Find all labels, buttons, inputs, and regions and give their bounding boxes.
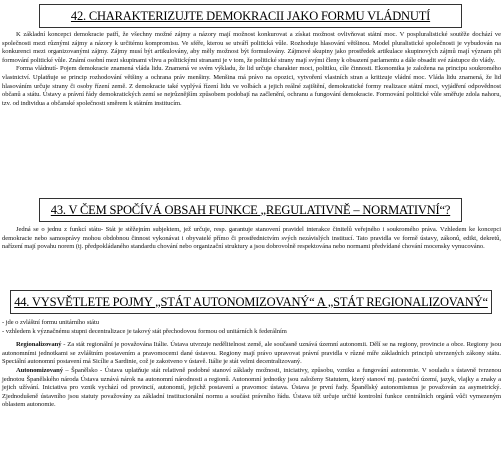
autonomized-text: – Španělsko - Ústava uplatňuje stát relativně podobné stanoví základy možnosti, iniciativy, způsobu, vzniku a fungování autonomie. V souladu s ústavně tvrzenou jednotou Španělského národa Ústava uznává nárok na autonomní národnosti a regionů. Autonomní jednotky jsou založeny Statutem, který stanoví mj. pasteční území, jazyk, vlajky a znaky a jejich užívání. Iniciativa pro vznik vychází od provincií, autonomií, jejichž postavení a pravomoc ústava. Ústava je první řady. Španělský autonomismus je považován za asymetrický. Zjednodušeně ústavního jsou statuty považovány za základní institucionální normu a součást právního řádu. Ústava též určuje určité kontrolní funkce centrálních orgánů vůči vymezeným oblastem autonomie. bbox=[2, 366, 501, 409]
section-42-paragraph-1: K základní koncepci demokracie patří, že všechny možné zájmy a názory mají možnost konkurovat a získat možnost ovlivňovat státní moc. V pospluralistické soutěže dochází ve společnosti mezi různými zájmy a názory k určitému kompromisu. Ve sféře, kterou se utváří politická vůle. Rozhoduje hlasování většinou. Model pluralistické společnosti je vybudován na konkurenci mezi organizovanými zájmy. Zájmy musí být artikulovány, aby měly možnost být formulovány. Zájmové skupiny jako prostředek artikulace skupinových zájmů mají význam při formování politické vůle. Známí osobní mezi skupinami vlivu a politickými stranami je v tom, že politické strany mají svými členy k obsazení parlamentu a dále obsadit své zástupce do vlády. bbox=[2, 31, 501, 64]
heading-42-box bbox=[39, 4, 462, 28]
section-42-paragraph-2: Forma vládnutí- Pojem demokracie znamená vláda lidu. Znamená ve svém výkladu, že lid určuje charakter moci, politiku, cíle činnosti. Ekonomika je založena na principu soukromého vlastnictví. Uplatňuje se princip rozhodování většiny a ochrana práv menšiny. Menšina má právo na opozici, vytvoření vlastních stran a kritizuje vládní moc. Vláda lidu znamená, že lid hlasováním určuje strany či osoby řízení země. Z demokracie také vyplývá řízení lidu ve volbách a jejich reálné zajištění, demokratické formy realizace státní moci, vyjádření odpovědnost občanů a státu. Ústavy a právní řády demokratických zemí se nejrůznějším způsobem podobají na začlenění, ochranu a fungování demokracie. Formování politické vůle směřuje zdola nahoru, tzv. od individua a občanské společnosti směrem k státním institucím. bbox=[2, 65, 501, 107]
section-42-body bbox=[2, 31, 501, 108]
heading-42: 42. CHARAKTERIZUJTE DEMOKRACII JAKO FORMU VLÁDNUTÍ bbox=[70, 8, 431, 23]
section-44-body bbox=[2, 319, 501, 410]
section-43-paragraph-1: Jedná se o jednu z funkcí státu- Stát je stěžejním subjektem, jež určuje, resp. garantuje stanovení pravidel interakce činitelů veřejného i soukromého práva. Vzhledem ke koncepci demokracie nebo samosprávy mohou obdobnou činnost vykonávat i obyvatelé přímo či prostřednictvím svých nezávislých institucí. Tato pravidla ve formě ústavy, zákonů, edikt, dekretů, nařízení mají povahu norem (tj. předpokládaného standardu chování nebo organizační struktury a jsou dobrovolně respektována nebo normami předvídané chování mocensky vynucováno. bbox=[2, 226, 501, 251]
heading-44: 44. VYSVĚTLETE POJMY „STÁT AUTONOMIZOVANÝ“ A „STÁT REGIONALIZOVANÝ“ bbox=[14, 294, 488, 309]
section-43-body bbox=[2, 226, 501, 252]
term-regionalized: Regionalizovaný bbox=[16, 341, 62, 349]
heading-43: 43. V ČEM SPOČÍVÁ OBSAH FUNKCE „REGULATIVNĚ – NORMATIVNÍ“? bbox=[50, 202, 451, 217]
bullet-decentralization: - vzhledem k význačnému stupni decentralizace je takový stát přechodovou formou od unitárních k federálním bbox=[2, 327, 287, 335]
section-44-regionalized-paragraph bbox=[2, 341, 501, 367]
regionalized-text: - Za stát regionální je považována Itálie. Ústava utvrzuje nedělitelnost země, ale současně uznává územní autonomii. Dělí se na regiony, provincie a obce. Regiony jsou autonomními jednotkami se zvláštním postavením a pravomocemi dané ústavou. Regiony mají právo upravovat právní pravidla v různé míře základních principů utvrzených zákony státu. Speciální autonomní postavení má Sicílie a Sardinie, což je zakotveno v ústavě. Itálie je stát velmi decentralizovaný. bbox=[2, 341, 501, 366]
heading-43-box bbox=[39, 198, 462, 222]
term-autonomized: Autonomizovaný bbox=[16, 366, 63, 374]
heading-44-box bbox=[10, 290, 492, 314]
section-44-autonomized-paragraph bbox=[2, 367, 501, 410]
bullet-unitary-form: - jde o zvláštní formu unitárního státu bbox=[2, 319, 99, 326]
